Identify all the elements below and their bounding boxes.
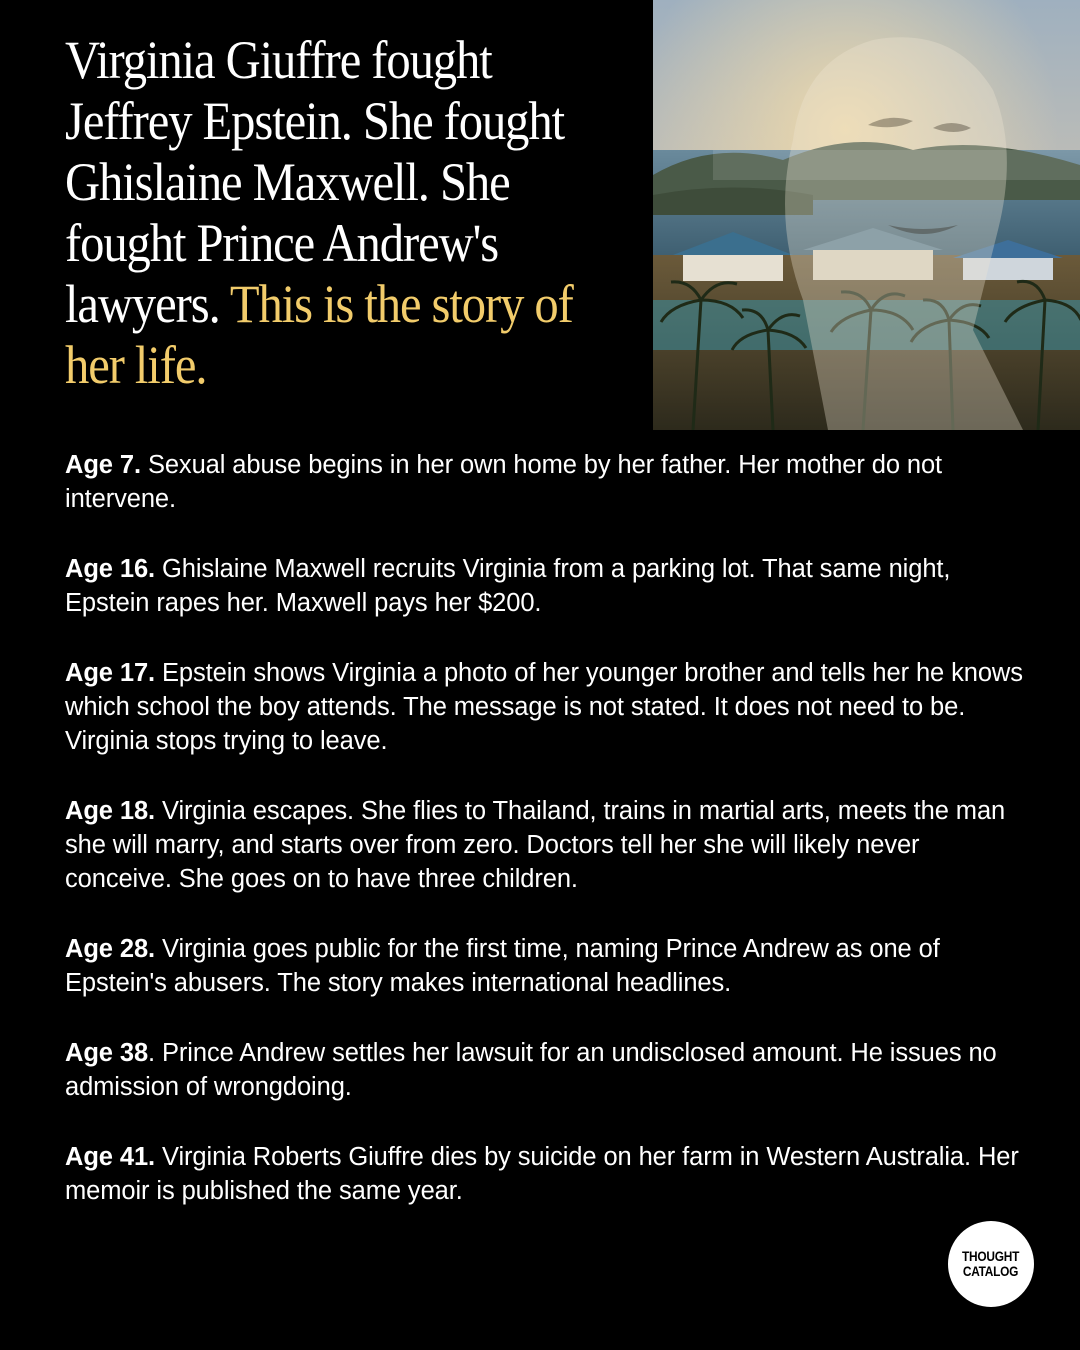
timeline-text: Epstein shows Virginia a photo of her younger brother and tells her he knows which school the boy attends. The message is not stated. It does not need to be. Virginia stops trying to leave. — [65, 659, 1023, 755]
timeline-entry-age-16 — [65, 552, 1025, 620]
timeline-entry-age-18 — [65, 794, 1025, 896]
timeline — [65, 448, 1025, 1244]
timeline-text: Ghislaine Maxwell recruits Virginia from a parking lot. That same night, Epstein rapes her. Maxwell pays her $200. — [65, 555, 951, 617]
timeline-age-label: Age 7. — [65, 451, 141, 479]
timeline-text: Virginia escapes. She flies to Thailand, trains in martial arts, meets the man she will marry, and starts over from zero. Doctors tell her she will likely never conceive. She goes on to have three children. — [65, 797, 1006, 893]
timeline-age-label: Age 41. — [65, 1143, 156, 1171]
thought-catalog-logo — [948, 1221, 1034, 1307]
timeline-entry-age-28 — [65, 932, 1025, 1000]
headline — [65, 30, 596, 396]
logo-line-1: THOUGHT — [962, 1248, 1020, 1264]
timeline-entry-age-17 — [65, 656, 1025, 758]
timeline-age-label: Age 18. — [65, 797, 156, 825]
timeline-text: Sexual abuse begins in her own home by her father. Her mother do not intervene. — [65, 451, 943, 513]
island-portrait-photo — [653, 0, 1080, 430]
timeline-text: Virginia Roberts Giuffre dies by suicide on her farm in Western Australia. Her memoir is published the same year. — [65, 1143, 1019, 1205]
headline-accent-text: This is the story of her life. — [65, 274, 573, 395]
timeline-age-label: Age 38 — [65, 1039, 149, 1067]
timeline-age-label: Age 28. — [65, 935, 156, 963]
timeline-text: . Prince Andrew settles her lawsuit for an undisclosed amount. He issues no admission of wrongdoing. — [65, 1039, 997, 1101]
timeline-entry-age-41 — [65, 1140, 1025, 1208]
logo-line-2: CATALOG — [963, 1263, 1019, 1279]
timeline-age-label: Age 17. — [65, 659, 156, 687]
timeline-age-label: Age 16. — [65, 555, 156, 583]
timeline-entry-age-7 — [65, 448, 1025, 516]
timeline-text: Virginia goes public for the first time, naming Prince Andrew as one of Epstein's abusers. The story makes international headlines. — [65, 935, 940, 997]
timeline-entry-age-38 — [65, 1036, 1025, 1104]
headline-white-text: Virginia Giuffre fought Jeffrey Epstein. She fought Ghislaine Maxwell. She fought Prince Andrew's lawyers. — [65, 30, 565, 334]
